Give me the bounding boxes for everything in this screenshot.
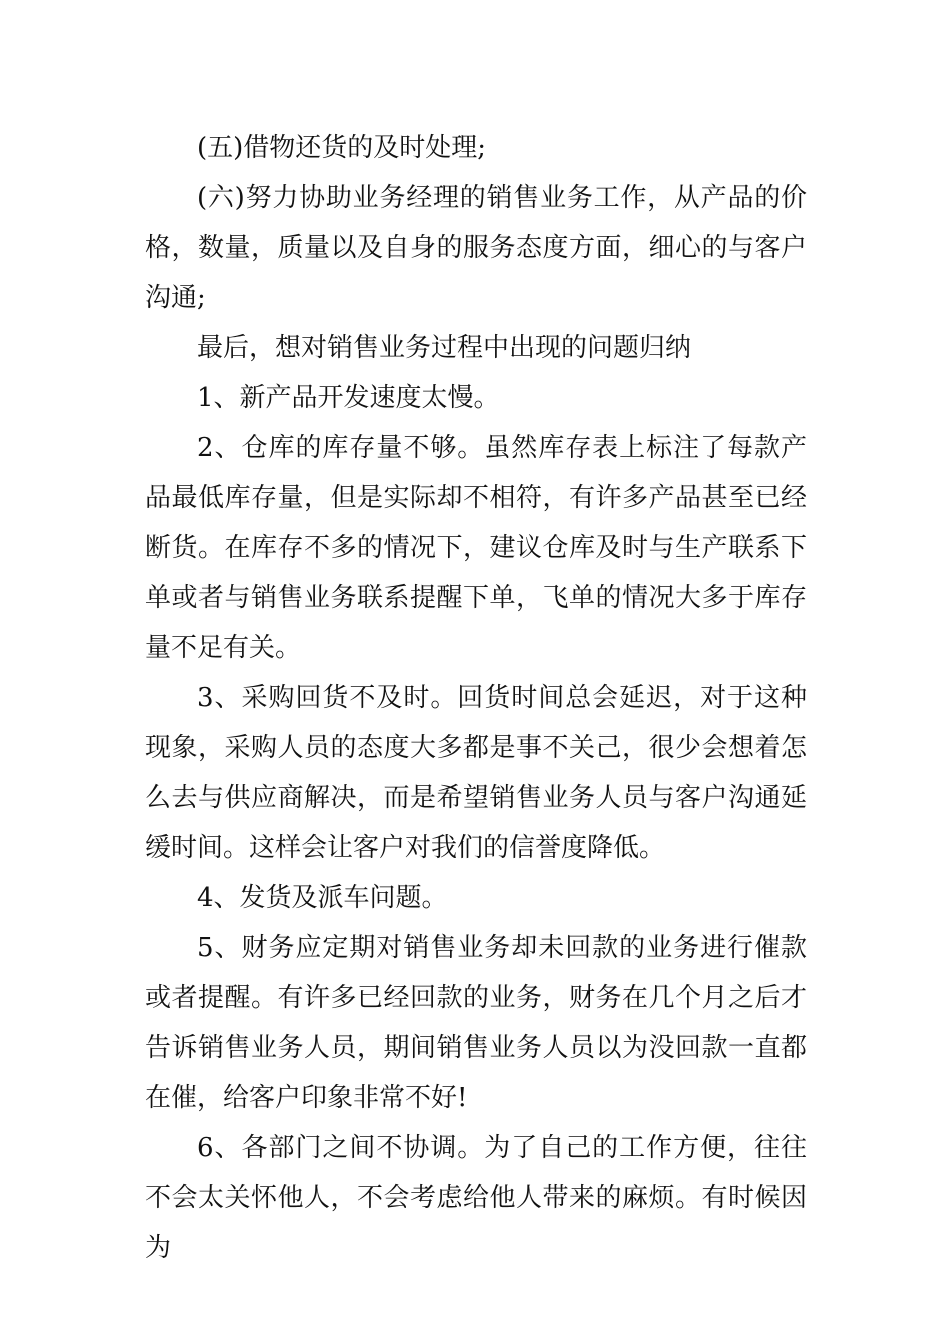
paragraph-issue-3: 3、采购回货不及时。回货时间总会延迟，对于这种现象，采购人员的态度大多都是事不关己，很少会想着怎么去与供应商解决，而是希望销售业务人员与客户沟通延缓时间。这样会让客户对我们的信誉度降低。 bbox=[145, 683, 807, 863]
document-body bbox=[145, 123, 807, 1273]
paragraph-issue-2: 2、仓库的库存量不够。虽然库存表上标注了每款产品最低库存量，但是实际却不相符，有许多产品甚至已经断货。在库存不多的情况下，建议仓库及时与生产联系下单或者与销售业务联系提醒下单，飞单的情况大多于库存量不足有关。 bbox=[145, 433, 807, 663]
paragraph-issue-5: 5、财务应定期对销售业务却未回款的业务进行催款或者提醒。有许多已经回款的业务，财务在几个月之后才告诉销售业务人员，期间销售业务人员以为没回款一直都在催，给客户印象非常不好! bbox=[145, 933, 807, 1113]
paragraph-issue-4: 4、发货及派车问题。 bbox=[197, 883, 448, 913]
paragraph-issue-6: 6、各部门之间不协调。为了自己的工作方便，往往不会太关怀他人，不会考虑给他人带来的麻烦。有时候因为 bbox=[145, 1133, 807, 1263]
paragraph-6-item: (六)努力协助业务经理的销售业务工作，从产品的价格，数量，质量以及自身的服务态度方面，细心的与客户沟通; bbox=[145, 183, 807, 313]
paragraph-issue-1: 1、新产品开发速度太慢。 bbox=[197, 383, 500, 413]
paragraph-5-item: (五)借物还货的及时处理; bbox=[197, 133, 487, 163]
paragraph-summary-intro: 最后，想对销售业务过程中出现的问题归纳 bbox=[197, 333, 692, 363]
